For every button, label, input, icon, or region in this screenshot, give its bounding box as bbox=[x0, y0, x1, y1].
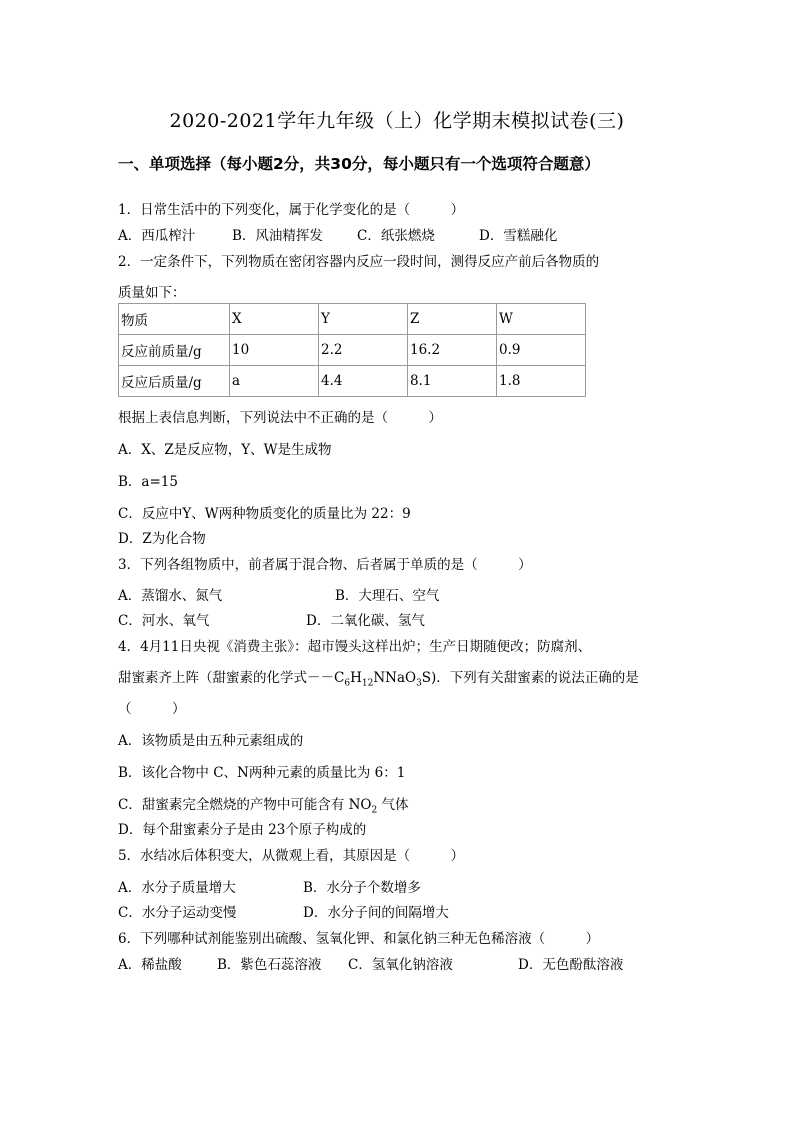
q6-option-b: B．紫色石蕊溶液 bbox=[217, 957, 322, 973]
q2-stem-line2: 质量如下： bbox=[118, 285, 186, 301]
q5-stem: 5．水结冰后体积变大，从微观上看，其原因是（ ） bbox=[118, 848, 465, 864]
q6-stem: 6．下列哪种试剂能鉴别出硫酸、氢氧化钾、和氯化钠三种无色稀溶液（ ） bbox=[118, 931, 600, 947]
table-cell: 1.8 bbox=[497, 366, 586, 397]
q5-option-b: B．水分子个数增多 bbox=[303, 880, 421, 896]
formula-subscript: 6 bbox=[344, 678, 351, 689]
table-header-cell: W bbox=[497, 304, 586, 335]
q4-stem-line1: 4．4月11日央视《消费主张》：超市馒头这样出炉；生产日期随便改；防腐剂、 bbox=[118, 639, 592, 655]
q5-option-c: C．水分子运动变慢 bbox=[118, 905, 237, 921]
q4-option-c-text: C．甜蜜素完全燃烧的产物中可能含有 NO bbox=[118, 797, 372, 813]
table-header-cell: 物质 bbox=[119, 304, 230, 335]
q2-option-c: C．反应中Y、W两种物质变化的质量比为 22：9 bbox=[118, 506, 411, 522]
q4-stem-line2 bbox=[118, 666, 639, 689]
q4-option-d: D．每个甜蜜素分子是由 23个原子构成的 bbox=[118, 822, 367, 838]
table-header-cell: Y bbox=[319, 304, 408, 335]
q3-stem: 3．下列各组物质中，前者属于混合物、后者属于单质的是（ ） bbox=[118, 557, 532, 573]
q1-option-a: A．西瓜榨汁 bbox=[118, 228, 196, 244]
table-row bbox=[119, 304, 586, 335]
q6-option-d: D．无色酚酞溶液 bbox=[518, 957, 624, 973]
q3-option-a: A．蒸馏水、氮气 bbox=[118, 588, 223, 604]
q4-option-a: A．该物质是由五种元素组成的 bbox=[118, 733, 304, 749]
q5-option-a: A．水分子质量增大 bbox=[118, 880, 236, 896]
section-heading: 一、单项选择（每小题2分，共30分，每小题只有一个选项符合题意） bbox=[118, 155, 600, 173]
table-cell: 反应前质量/g bbox=[119, 335, 230, 366]
q2-stem-line1: 2．一定条件下，下列物质在密闭容器内反应一段时间，测得反应产前后各物质的 bbox=[118, 254, 600, 270]
formula-subscript: 3 bbox=[416, 678, 422, 689]
formula-subscript: 2 bbox=[371, 805, 378, 816]
table-cell: 4.4 bbox=[319, 366, 408, 397]
table-cell: 16.2 bbox=[408, 335, 497, 366]
q2-option-d: D．Z为化合物 bbox=[118, 531, 206, 547]
mass-table bbox=[118, 303, 586, 397]
table-row bbox=[119, 366, 586, 397]
q4-option-c bbox=[118, 793, 409, 816]
q6-option-c: C．氢氧化钠溶液 bbox=[348, 957, 453, 973]
q4-stem-text: 甜蜜素齐上阵（甜蜜素的化学式－－C bbox=[118, 670, 345, 686]
q4-stem-line3: （ ） bbox=[118, 701, 186, 717]
table-cell: 2.2 bbox=[319, 335, 408, 366]
q6-option-a: A．稀盐酸 bbox=[118, 957, 182, 973]
page-title: 2020-2021学年九年级（上）化学期末模拟试卷(三) bbox=[169, 110, 625, 132]
q3-option-c: C．河水、氧气 bbox=[118, 613, 210, 629]
table-cell: a bbox=[230, 366, 319, 397]
q1-stem: 1．日常生活中的下列变化，属于化学变化的是（ ） bbox=[118, 202, 465, 218]
table-header-cell: Z bbox=[408, 304, 497, 335]
q2-option-b: B．a=15 bbox=[118, 474, 178, 490]
q4-option-b: B．该化合物中 C、N两种元素的质量比为 6：1 bbox=[118, 765, 406, 781]
table-cell: 10 bbox=[230, 335, 319, 366]
table-cell: 反应后质量/g bbox=[119, 366, 230, 397]
q5-option-d: D．水分子间的间隔增大 bbox=[303, 905, 449, 921]
formula-subscript: 12 bbox=[361, 678, 374, 689]
q1-option-c: C．纸张燃烧 bbox=[357, 228, 435, 244]
table-header-cell: X bbox=[230, 304, 319, 335]
q3-option-d: D．二氧化碳、氢气 bbox=[306, 613, 425, 629]
formula-element: H bbox=[350, 670, 362, 686]
table-cell: 0.9 bbox=[497, 335, 586, 366]
table-row bbox=[119, 335, 586, 366]
q1-option-b: B．风油精挥发 bbox=[232, 228, 323, 244]
q2-question: 根据上表信息判断，下列说法中不正确的是（ ） bbox=[118, 410, 442, 426]
table-cell: 8.1 bbox=[408, 366, 497, 397]
formula-element: NNaO bbox=[373, 670, 417, 686]
q1-option-d: D．雪糕融化 bbox=[479, 228, 558, 244]
q3-option-b: B．大理石、空气 bbox=[335, 588, 440, 604]
q2-option-a: A．X、Z是反应物，Y、W是生成物 bbox=[118, 442, 332, 458]
q4-option-c-text: 气体 bbox=[381, 797, 409, 813]
q4-stem-text: S)．下列有关甜蜜素的说法正确的是 bbox=[421, 670, 639, 686]
